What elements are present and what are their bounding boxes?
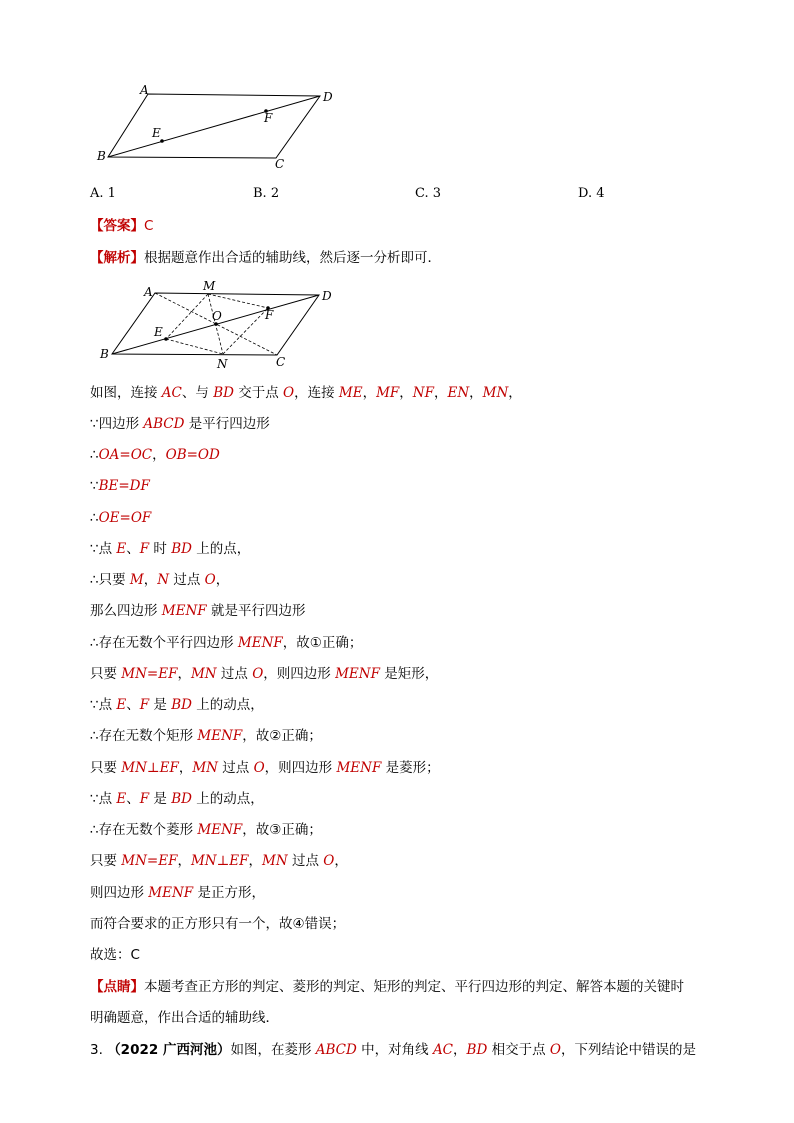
math: MENF <box>148 885 194 901</box>
text: ∵点 <box>90 791 117 807</box>
text: ∴只要 <box>90 572 130 588</box>
segment-en-dashed <box>166 339 223 354</box>
text: 是 <box>149 791 172 807</box>
math: O <box>204 572 216 588</box>
text: ∴ <box>90 447 99 463</box>
math: ABCD <box>315 1042 357 1058</box>
math: MN <box>262 853 288 869</box>
math: AC <box>432 1042 454 1058</box>
text: 只要 <box>90 760 122 776</box>
math: N <box>157 572 170 588</box>
math: MN=EF <box>121 666 178 682</box>
label-d: D <box>323 90 333 104</box>
math: MN⊥EF <box>121 760 179 776</box>
segment-nf-dashed <box>223 308 268 354</box>
solution-line-13 <box>90 758 440 778</box>
math: O <box>253 760 265 776</box>
text: ， <box>469 385 483 401</box>
math: M <box>129 572 144 588</box>
math: MF <box>376 385 400 401</box>
text: ，故②正确； <box>242 728 322 744</box>
text: 、 <box>126 791 140 807</box>
text: 、 <box>126 541 140 557</box>
text: ，故①正确； <box>282 635 363 651</box>
text: 那么四边形 <box>90 603 162 619</box>
label-a: A <box>140 83 149 97</box>
text: 是 <box>149 697 172 713</box>
next-question <box>90 1040 696 1060</box>
math: BD <box>213 385 234 401</box>
math: O <box>252 666 264 682</box>
text: ， <box>248 853 263 869</box>
solution-line-8 <box>90 601 305 621</box>
text: 是正方形， <box>193 885 265 901</box>
text: 故选：C <box>90 947 140 963</box>
math: OB=OD <box>165 447 220 463</box>
label-c-2: C <box>276 355 286 369</box>
math: E <box>116 541 127 557</box>
text: 、 <box>126 697 140 713</box>
solution-line-10 <box>90 664 438 684</box>
solution-line-6 <box>90 539 250 559</box>
text: ∴存在无数个平行四边形 <box>90 635 238 651</box>
math: F <box>139 541 150 557</box>
text: 如图，连接 <box>90 385 162 401</box>
question-number: 3. <box>90 1042 103 1058</box>
text: 过点 <box>218 760 254 776</box>
math: E <box>116 697 127 713</box>
analysis-tag: 【解析】 <box>90 250 144 266</box>
solution-line-3 <box>90 445 220 465</box>
text: ∵点 <box>90 541 117 557</box>
math: MENF <box>336 760 382 776</box>
label-f-2: F <box>265 308 274 322</box>
text: 交于点 <box>233 385 284 401</box>
option-d: D. 4 <box>578 186 605 201</box>
diagonal-bd <box>108 96 320 157</box>
text: ， <box>508 385 522 401</box>
math: OE=OF <box>98 510 152 526</box>
math: BD <box>171 541 192 557</box>
solution-line-5 <box>90 508 151 528</box>
segment-mf-dashed <box>208 294 268 308</box>
text: 上的动点， <box>191 791 264 807</box>
answer-value: C <box>144 218 154 234</box>
option-c: C. 3 <box>415 186 442 201</box>
question-source: （2022 广西河池） <box>107 1042 231 1058</box>
parallelogram-figure-2 <box>90 279 350 374</box>
text: ∵四边形 <box>90 416 144 432</box>
text: 而符合要求的正方形只有一个，故④错误； <box>90 916 346 932</box>
math: MN <box>482 385 509 401</box>
text: 则四边形 <box>90 885 149 901</box>
label-f: F <box>264 111 273 125</box>
text: ， <box>177 666 191 682</box>
label-e-2: E <box>154 325 163 339</box>
math: O <box>549 1042 561 1058</box>
option-b: B. 2 <box>253 186 280 201</box>
solution-line-14 <box>90 789 264 809</box>
math: MN <box>192 760 218 776</box>
math: BD <box>171 697 192 713</box>
solution-line-7 <box>90 570 229 590</box>
math: OA=OC <box>98 447 153 463</box>
math: BE=DF <box>98 478 150 494</box>
math: MENF <box>161 603 207 619</box>
text: 如图，在菱形 <box>230 1042 316 1058</box>
text: ， <box>334 853 348 869</box>
comment-text-1: 本题考查正方形的判定、菱形的判定、矩形的判定、平行四边形的判定、解答本题的关键时 <box>144 979 684 995</box>
math: AC <box>161 385 182 401</box>
text: ， <box>177 853 191 869</box>
solution-line-16 <box>90 851 348 871</box>
math: F <box>139 697 150 713</box>
text: 就是平行四边形 <box>206 603 306 619</box>
text: ， <box>433 385 448 401</box>
solution-line-19 <box>90 945 140 965</box>
text: ，下列结论中错误的是 <box>560 1042 696 1058</box>
solution-line-9 <box>90 633 362 653</box>
solution-line-17 <box>90 883 265 903</box>
text: ， <box>152 447 166 463</box>
text: 是菱形； <box>381 760 440 776</box>
text: 、与 <box>181 385 214 401</box>
label-o: O <box>212 309 222 323</box>
text: 过点 <box>216 666 253 682</box>
comment-tag: 【点睛】 <box>90 979 144 995</box>
text: 是矩形， <box>379 666 439 682</box>
text: ， <box>178 760 193 776</box>
parallelogram-figure-1 <box>90 82 350 177</box>
math: NF <box>412 385 434 401</box>
solution-line-15 <box>90 820 322 840</box>
text: ， <box>399 385 413 401</box>
text: ∴存在无数个矩形 <box>90 728 198 744</box>
text: ，连接 <box>294 385 339 401</box>
math: MN⊥EF <box>190 853 249 869</box>
text: ∵点 <box>90 697 117 713</box>
point-e-2 <box>164 337 168 341</box>
math: O <box>323 853 335 869</box>
text: ∴ <box>90 510 99 526</box>
label-b: B <box>97 149 106 163</box>
comment-line-1 <box>90 977 684 997</box>
math: MN <box>190 666 217 682</box>
math: ME <box>338 385 363 401</box>
math: E <box>116 791 127 807</box>
text: 上的动点， <box>191 697 264 713</box>
math: MENF <box>197 822 243 838</box>
solution-line-18 <box>90 914 345 934</box>
math: MENF <box>237 635 283 651</box>
text: ，故③正确； <box>242 822 322 838</box>
analysis-line <box>90 248 441 268</box>
math: EN <box>447 385 470 401</box>
analysis-text: 根据题意作出合适的辅助线，然后逐一分析即可． <box>144 250 441 266</box>
text: 只要 <box>90 666 122 682</box>
comment-line-2 <box>90 1008 279 1028</box>
answer-tag: 【答案】 <box>90 218 144 234</box>
label-m: M <box>203 279 216 293</box>
text: ， <box>143 572 158 588</box>
math: BD <box>171 791 192 807</box>
text: 过点 <box>169 572 205 588</box>
label-b-2: B <box>100 347 109 361</box>
text: ∵ <box>90 478 99 494</box>
text: ∴存在无数个菱形 <box>90 822 198 838</box>
text: 过点 <box>287 853 324 869</box>
text: ， <box>362 385 377 401</box>
text: ， <box>215 572 230 588</box>
text: ，则四边形 <box>263 666 336 682</box>
label-a-2: A <box>144 285 153 299</box>
math: MENF <box>197 728 243 744</box>
math: O <box>283 385 295 401</box>
label-e: E <box>152 126 161 140</box>
math: F <box>139 791 150 807</box>
solution-line-2 <box>90 414 270 434</box>
text: ，则四边形 <box>264 760 337 776</box>
text: 相交于点 <box>487 1042 550 1058</box>
label-n: N <box>217 357 228 371</box>
text: ， <box>453 1042 467 1058</box>
option-a: A. 1 <box>90 186 116 201</box>
solution-line-11 <box>90 695 264 715</box>
math: MN=EF <box>121 853 178 869</box>
solution-line-1 <box>90 383 522 403</box>
text: 上的点， <box>191 541 251 557</box>
solution-line-4 <box>90 476 150 496</box>
answer-line <box>90 216 153 236</box>
solution-line-12 <box>90 726 322 746</box>
text: 中，对角线 <box>356 1042 433 1058</box>
math: ABCD <box>143 416 185 432</box>
math: MENF <box>335 666 380 682</box>
text: 是平行四边形 <box>184 416 270 432</box>
text: 只要 <box>90 853 122 869</box>
math: BD <box>466 1042 488 1058</box>
label-c: C <box>275 157 285 171</box>
comment-text-2: 明确题意，作出合适的辅助线． <box>90 1010 279 1026</box>
label-d-2: D <box>322 289 332 303</box>
text: 时 <box>149 541 172 557</box>
